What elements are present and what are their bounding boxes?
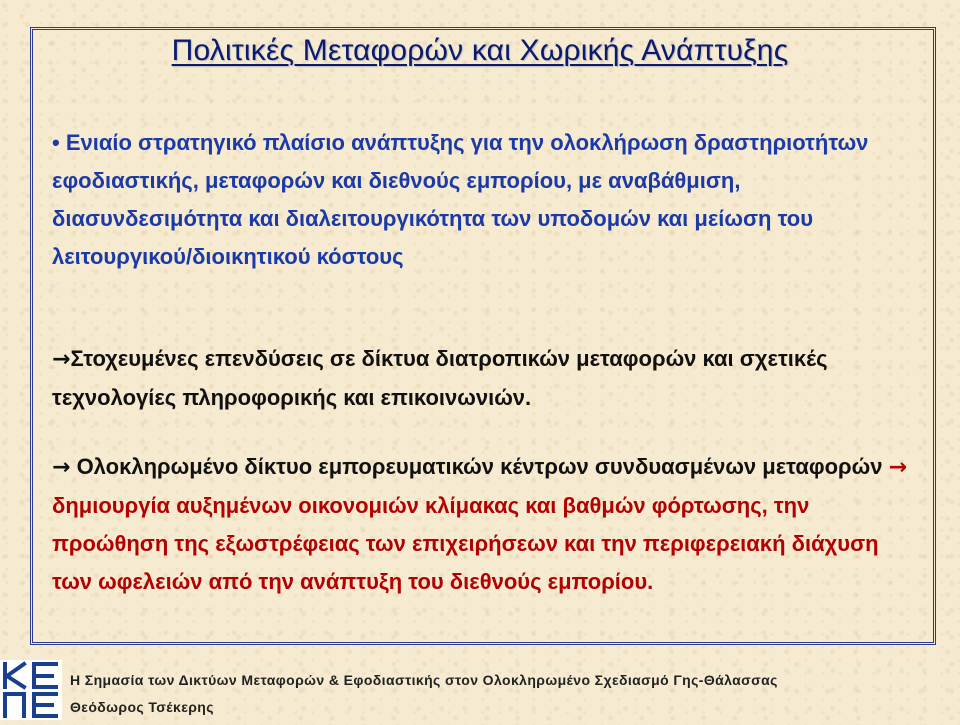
right-arrow-icon: → bbox=[888, 455, 908, 480]
arrow-paragraph-network bbox=[52, 448, 922, 601]
kepe-logo-icon bbox=[0, 660, 62, 720]
right-arrow-icon: → bbox=[52, 347, 71, 372]
footer-author: Θεόδωρος Τσέκερης bbox=[70, 699, 214, 715]
paragraph1-text: Ενιαίο στρατηγικό πλαίσιο ανάπτυξης για την ολοκλήρωση δραστηριοτήτων εφοδιαστικής, μεταφορών και διεθνούς εμπορίου, με αναβάθμιση, διασυνδεσιμότητα και διαλειτουργικότητα των υποδομών και μείωση του λειτουργικού/διοικητικού κόστους bbox=[52, 130, 869, 269]
kepe-logo bbox=[0, 660, 62, 720]
paragraph2-text: Στοχευμένες επενδύσεις σε δίκτυα διατροπικών μεταφορών και σχετικές τεχνολογίες πληροφορικής και επικοινωνιών. bbox=[52, 346, 828, 410]
slide-title: Πολιτικές Μεταφορών και Χωρικής Ανάπτυξης bbox=[171, 34, 789, 67]
footer-presentation-title: Η Σημασία των Δικτύων Μεταφορών & Εφοδιαστικής στον Ολοκληρωμένο Σχεδιασμό Γης-Θάλασσας bbox=[70, 672, 778, 688]
paragraph3-red-text: δημιουργία αυξημένων οικονομιών κλίμακας και βαθμών φόρτωσης, την προώθηση της εξωστρέφειας των επιχειρήσεων και την περιφερειακή διάχυση των ωφελειών από την ανάπτυξη του διεθνούς εμπορίου. bbox=[52, 493, 879, 594]
paragraph3-black-text: Ολοκληρωμένο δίκτυο εμπορευματικών κέντρων συνδυασμένων μεταφορών bbox=[76, 454, 883, 479]
bullet-paragraph bbox=[52, 124, 922, 276]
bullet-icon: • bbox=[52, 130, 60, 155]
arrow-paragraph-investments bbox=[52, 340, 922, 417]
right-arrow-icon: → bbox=[52, 455, 71, 480]
